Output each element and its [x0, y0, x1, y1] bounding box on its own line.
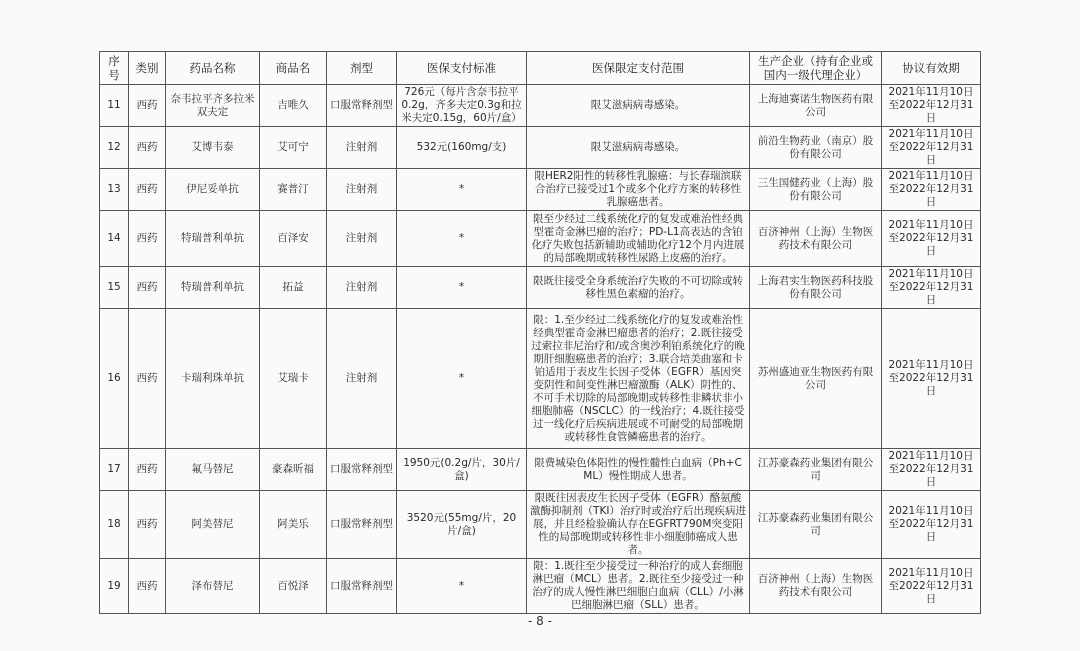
cell-category: 西药 — [129, 491, 166, 559]
cell-payment-standard: * — [397, 169, 527, 211]
cell-payment-standard: 1950元(0.2g/片，30片/盒) — [397, 449, 527, 491]
cell-brand-name: 拓益 — [260, 267, 327, 309]
cell-brand-name: 豪森昕福 — [260, 449, 327, 491]
cell-payment-scope: 限：1.至少经过二线系统化疗的复发或难治性经典型霍奇金淋巴瘤患者的治疗；2.既往接受过索拉非尼治疗和/或含奥沙利铂系统化疗的晚期肝细胞癌患者的治疗；3.联合培美曲塞和卡铂适用于表皮生长因子受体（EGFR）基因突变阴性和间变性淋巴瘤激酶（ALK）阴性的、不可手术切除的局部晚期或转移性非鳞状非小细胞肺癌（NSCLC）的一线治疗；4.既往接受过一线化疗后疾病进展或不可耐受的局部晚期或转移性食管鳞癌患者的治疗。 — [527, 309, 750, 449]
cell-manufacturer: 百济神州（上海）生物医药技术有限公司 — [750, 211, 882, 267]
cell-payment-standard: * — [397, 211, 527, 267]
table-row — [100, 211, 981, 267]
cell-payment-scope: 限至少经过二线系统化疗的复发或难治性经典型霍奇金淋巴瘤的治疗；PD-L1高表达的含铂化疗失败包括新辅助或辅助化疗12个月内进展的局部晚期或转移性尿路上皮癌的治疗。 — [527, 211, 750, 267]
cell-drug-name: 特瑞普利单抗 — [166, 267, 260, 309]
table-header-row — [100, 52, 981, 85]
cell-dosage-form: 注射剂 — [327, 267, 397, 309]
header-manufacturer: 生产企业（持有企业或国内一级代理企业） — [750, 52, 882, 85]
cell-brand-name: 百悦泽 — [260, 559, 327, 614]
table-row — [100, 559, 981, 614]
cell-brand-name: 吉唯久 — [260, 85, 327, 127]
table-row — [100, 85, 981, 127]
cell-payment-scope: 限既往因表皮生长因子受体（EGFR）酪氨酸激酶抑制剂（TKI）治疗时或治疗后出现疾病进展，并且经检验确认存在EGFRT790M突变阳性的局部晚期或转移性非小细胞肺癌成人患者。 — [527, 491, 750, 559]
cell-manufacturer: 三生国健药业（上海）股份有限公司 — [750, 169, 882, 211]
page-number: - 8 - — [528, 614, 552, 628]
cell-validity: 2021年11月10日至2022年12月31日 — [882, 211, 981, 267]
cell-payment-standard: * — [397, 309, 527, 449]
cell-manufacturer: 上海君实生物医药科技股份有限公司 — [750, 267, 882, 309]
cell-category: 西药 — [129, 559, 166, 614]
cell-dosage-form: 口服常释剂型 — [327, 559, 397, 614]
cell-brand-name: 百泽安 — [260, 211, 327, 267]
cell-drug-name: 氟马替尼 — [166, 449, 260, 491]
cell-drug-name: 奈韦拉平齐多拉米双夫定 — [166, 85, 260, 127]
header-category: 类别 — [129, 52, 166, 85]
cell-seq: 14 — [100, 211, 129, 267]
table-row — [100, 267, 981, 309]
cell-dosage-form: 口服常释剂型 — [327, 491, 397, 559]
cell-seq: 13 — [100, 169, 129, 211]
cell-manufacturer: 江苏豪森药业集团有限公司 — [750, 491, 882, 559]
table-row — [100, 169, 981, 211]
cell-drug-name: 艾博韦泰 — [166, 127, 260, 169]
cell-drug-name: 泽布替尼 — [166, 559, 260, 614]
cell-manufacturer: 苏州盛迪亚生物医药有限公司 — [750, 309, 882, 449]
drug-table — [99, 51, 981, 614]
cell-dosage-form: 注射剂 — [327, 309, 397, 449]
cell-validity: 2021年11月10日至2022年12月31日 — [882, 85, 981, 127]
cell-payment-standard: * — [397, 267, 527, 309]
cell-validity: 2021年11月10日至2022年12月31日 — [882, 491, 981, 559]
cell-validity: 2021年11月10日至2022年12月31日 — [882, 169, 981, 211]
cell-payment-standard: 726元（每片含奈韦拉平0.2g，齐多夫定0.3g和拉米夫定0.15g，60片/盒） — [397, 85, 527, 127]
cell-seq: 11 — [100, 85, 129, 127]
cell-seq: 12 — [100, 127, 129, 169]
cell-payment-standard: 532元(160mg/支) — [397, 127, 527, 169]
cell-manufacturer: 上海迪赛诺生物医药有限公司 — [750, 85, 882, 127]
cell-brand-name: 阿美乐 — [260, 491, 327, 559]
cell-category: 西药 — [129, 127, 166, 169]
cell-category: 西药 — [129, 211, 166, 267]
cell-dosage-form: 注射剂 — [327, 169, 397, 211]
cell-category: 西药 — [129, 309, 166, 449]
header-payment-scope: 医保限定支付范围 — [527, 52, 750, 85]
cell-payment-scope: 限HER2阳性的转移性乳腺癌：与长春瑞滨联合治疗已接受过1个或多个化疗方案的转移性乳腺癌患者。 — [527, 169, 750, 211]
cell-brand-name: 艾瑞卡 — [260, 309, 327, 449]
cell-manufacturer: 前沿生物药业（南京）股份有限公司 — [750, 127, 882, 169]
table-row — [100, 309, 981, 449]
cell-payment-standard: 3520元(55mg/片，20片/盒) — [397, 491, 527, 559]
table-row — [100, 449, 981, 491]
cell-dosage-form: 口服常释剂型 — [327, 85, 397, 127]
header-brand-name: 商品名 — [260, 52, 327, 85]
cell-seq: 19 — [100, 559, 129, 614]
cell-dosage-form: 注射剂 — [327, 211, 397, 267]
cell-validity: 2021年11月10日至2022年12月31日 — [882, 449, 981, 491]
cell-payment-scope: 限艾滋病病毒感染。 — [527, 127, 750, 169]
cell-drug-name: 伊尼妥单抗 — [166, 169, 260, 211]
cell-brand-name: 艾可宁 — [260, 127, 327, 169]
cell-manufacturer: 百济神州（上海）生物医药技术有限公司 — [750, 559, 882, 614]
cell-drug-name: 卡瑞利珠单抗 — [166, 309, 260, 449]
cell-dosage-form: 口服常释剂型 — [327, 449, 397, 491]
cell-validity: 2021年11月10日至2022年12月31日 — [882, 267, 981, 309]
cell-validity: 2021年11月10日至2022年12月31日 — [882, 309, 981, 449]
cell-drug-name: 阿美替尼 — [166, 491, 260, 559]
cell-category: 西药 — [129, 267, 166, 309]
header-seq: 序号 — [100, 52, 129, 85]
cell-payment-scope: 限艾滋病病毒感染。 — [527, 85, 750, 127]
cell-payment-scope: 限既往接受全身系统治疗失败的不可切除或转移性黑色素瘤的治疗。 — [527, 267, 750, 309]
cell-category: 西药 — [129, 85, 166, 127]
cell-seq: 15 — [100, 267, 129, 309]
header-validity: 协议有效期 — [882, 52, 981, 85]
header-payment-standard: 医保支付标准 — [397, 52, 527, 85]
cell-payment-standard: * — [397, 559, 527, 614]
cell-payment-scope: 限费城染色体阳性的慢性髓性白血病（Ph+CML）慢性期成人患者。 — [527, 449, 750, 491]
cell-category: 西药 — [129, 169, 166, 211]
cell-drug-name: 特瑞普利单抗 — [166, 211, 260, 267]
cell-validity: 2021年11月10日至2022年12月31日 — [882, 559, 981, 614]
cell-dosage-form: 注射剂 — [327, 127, 397, 169]
cell-brand-name: 赛普汀 — [260, 169, 327, 211]
cell-validity: 2021年11月10日至2022年12月31日 — [882, 127, 981, 169]
cell-payment-scope: 限：1.既往至少接受过一种治疗的成人套细胞淋巴瘤（MCL）患者。2.既往至少接受过一种治疗的成人慢性淋巴细胞白血病（CLL）/小淋巴细胞淋巴瘤（SLL）患者。 — [527, 559, 750, 614]
header-dosage-form: 剂型 — [327, 52, 397, 85]
cell-seq: 18 — [100, 491, 129, 559]
cell-manufacturer: 江苏豪森药业集团有限公司 — [750, 449, 882, 491]
header-drug-name: 药品名称 — [166, 52, 260, 85]
cell-seq: 17 — [100, 449, 129, 491]
table-row — [100, 491, 981, 559]
cell-category: 西药 — [129, 449, 166, 491]
cell-seq: 16 — [100, 309, 129, 449]
table-row — [100, 127, 981, 169]
